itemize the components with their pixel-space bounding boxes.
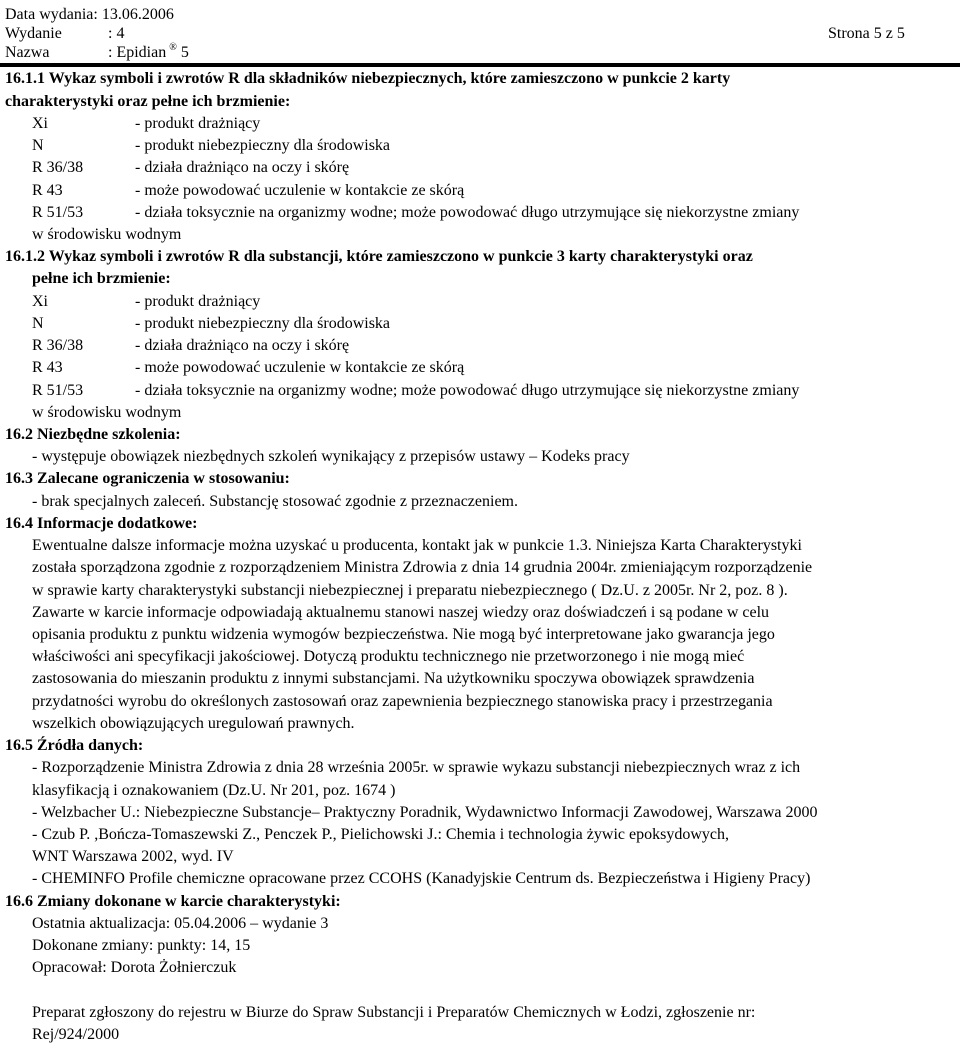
symbol-text: - produkt drażniący <box>135 293 261 310</box>
list-item <box>32 180 464 202</box>
paragraph-line: właściwości ani specyfikacji jakościowej. Dotyczą produktu technicznego nie przetworzonego i nie mogą mieć <box>32 648 745 665</box>
symbol-text: - produkt niebezpieczny dla środowiska <box>135 137 391 154</box>
symbol-code: R 43 <box>32 182 63 199</box>
paragraph-line: Zawarte w karcie informacje odpowiadają aktualnemu stanowi naszej wiedzy oraz doświadczeń i są podane w celu <box>32 604 770 621</box>
source-line: klasyfikacją i oznakowaniem (Dz.U. Nr 201, poz. 1674 ) <box>32 782 396 799</box>
paragraph-line: opisania produktu z punktu widzenia wymogów bezpieczeństwa. Nie mogą być interpretowane jako gwarancja jego <box>32 626 775 643</box>
section-16-5-heading: 16.5 Źródła danych: <box>5 737 144 754</box>
list-item <box>32 113 260 135</box>
symbol-text: - działa toksycznie na organizmy wodne; może powodować długo utrzymujące się niekorzystne zmiany <box>135 204 800 221</box>
paragraph-line: została sporządzona zgodnie z rozporządzeniem Ministra Zdrowia z dnia 14 grudnia 2004r. zmieniającym rozporządzenie <box>32 559 813 576</box>
name-label: Nazwa <box>5 44 50 61</box>
symbol-code: N <box>32 137 44 154</box>
section-16-1-1-heading: 16.1.1 Wykaz symboli i zwrotów R dla składników niebezpiecznych, które zamieszczono w punkcie 2 karty <box>5 70 731 87</box>
symbol-code: Xi <box>32 115 48 132</box>
symbol-code: R 51/53 <box>32 382 84 399</box>
paragraph-line: Ewentualne dalsze informacje można uzyskać u producenta, kontakt jak w punkcie 1.3. Niniejsza Karta Charakterystyki <box>32 537 802 554</box>
source-line: - Rozporządzenie Ministra Zdrowia z dnia 28 września 2005r. w sprawie wykazu substancji niebezpiecznych wraz z ich <box>32 759 801 776</box>
section-16-4-heading: 16.4 Informacje dodatkowe: <box>5 515 198 532</box>
symbol-text: - działa drażniąco na oczy i skórę <box>135 337 350 354</box>
symbol-code: R 36/38 <box>32 337 84 354</box>
change-line: Dokonane zmiany: punkty: 14, 15 <box>32 937 251 954</box>
registration-note: Preparat zgłoszony do rejestru w Biurze do Spraw Substancji i Preparatów Chemicznych w Łodzi, zgłoszenie nr: <box>32 1004 756 1021</box>
symbol-text: - może powodować uczulenie w kontakcie ze skórą <box>135 182 465 199</box>
source-line: WNT Warszawa 2002, wyd. IV <box>32 848 234 865</box>
list-item <box>32 157 349 179</box>
list-item <box>32 380 799 402</box>
section-16-3-text: - brak specjalnych zaleceń. Substancję stosować zgodnie z przeznaczeniem. <box>32 493 518 510</box>
section-16-1-2-heading-cont: pełne ich brzmienie: <box>32 270 171 287</box>
product-name-number: 5 <box>180 44 189 61</box>
list-item-continuation: w środowisku wodnym <box>32 226 182 243</box>
registration-number: Rej/924/2000 <box>32 1026 120 1043</box>
symbol-text: - działa drażniąco na oczy i skórę <box>135 159 350 176</box>
list-item-continuation: w środowisku wodnym <box>32 404 182 421</box>
list-item <box>32 357 464 379</box>
change-line: Ostatnia aktualizacja: 05.04.2006 – wydanie 3 <box>32 915 329 932</box>
header-rule <box>0 63 960 67</box>
source-line: - Welzbacher U.: Niebezpieczne Substancje– Praktyczny Poradnik, Wydawnictwo Informacji Zawodowej, Warszawa 2000 <box>32 804 818 821</box>
symbol-text: - produkt drażniący <box>135 115 261 132</box>
list-item <box>32 291 260 313</box>
symbol-code: N <box>32 315 44 332</box>
list-item <box>32 335 349 357</box>
symbol-code: R 51/53 <box>32 204 84 221</box>
page-number: Strona 5 z 5 <box>828 25 905 42</box>
change-line: Opracował: Dorota Żołnierczuk <box>32 959 237 976</box>
edition-value: : 4 <box>108 25 125 42</box>
section-16-6-heading: 16.6 Zmiany dokonane w karcie charakterystyki: <box>5 893 341 910</box>
symbol-text: - produkt niebezpieczny dla środowiska <box>135 315 391 332</box>
source-line: - Czub P. ,Bończa-Tomaszewski Z., Penczek P., Pielichowski J.: Chemia i technologia żywic epoksydowych, <box>32 826 729 843</box>
issue-date: Data wydania: 13.06.2006 <box>5 6 174 23</box>
section-16-1-1-heading-cont: charakterystyki oraz pełne ich brzmienie: <box>5 93 291 110</box>
section-16-1-2-heading: 16.1.2 Wykaz symboli i zwrotów R dla substancji, które zamieszczono w punkcie 3 karty charakterystyki oraz <box>5 248 753 265</box>
section-16-2-text: - występuje obowiązek niezbędnych szkoleń wynikający z przepisów ustawy – Kodeks pracy <box>32 448 630 465</box>
paragraph-line: przydatności wyrobu do określonych zastosowań oraz zapewnienia bezpiecznego stanowiska pracy i przestrzegania <box>32 693 773 710</box>
paragraph-line: wszelkich obowiązujących uregulowań prawnych. <box>32 715 355 732</box>
paragraph-line: zastosowania do mieszanin produktu z innymi substancjami. Na użytkowniku spoczywa obowiązek sprawdzenia <box>32 670 755 687</box>
list-item <box>32 202 799 224</box>
list-item <box>32 135 390 157</box>
symbol-code: Xi <box>32 293 48 310</box>
paragraph-line: w sprawie karty charakterystyki substancji niebezpiecznej i preparatu niebezpiecznego ( Dz.U. z 2005r. Nr 2, poz. 8 ). <box>32 582 788 599</box>
symbol-text: - działa toksycznie na organizmy wodne; może powodować długo utrzymujące się niekorzystne zmiany <box>135 382 800 399</box>
symbol-code: R 43 <box>32 359 63 376</box>
symbol-code: R 36/38 <box>32 159 84 176</box>
symbol-text: - może powodować uczulenie w kontakcie ze skórą <box>135 359 465 376</box>
registered-mark: ® <box>169 42 177 53</box>
section-16-2-heading: 16.2 Niezbędne szkolenia: <box>5 426 181 443</box>
product-name-text: : Epidian <box>108 44 167 61</box>
edition-label: Wydanie <box>5 25 62 42</box>
list-item <box>32 313 390 335</box>
section-16-3-heading: 16.3 Zalecane ograniczenia w stosowaniu: <box>5 470 290 487</box>
source-line: - CHEMINFO Profile chemiczne opracowane przez CCOHS (Kanadyjskie Centrum ds. Bezpieczeństwa i Higieny Pracy) <box>32 870 811 887</box>
